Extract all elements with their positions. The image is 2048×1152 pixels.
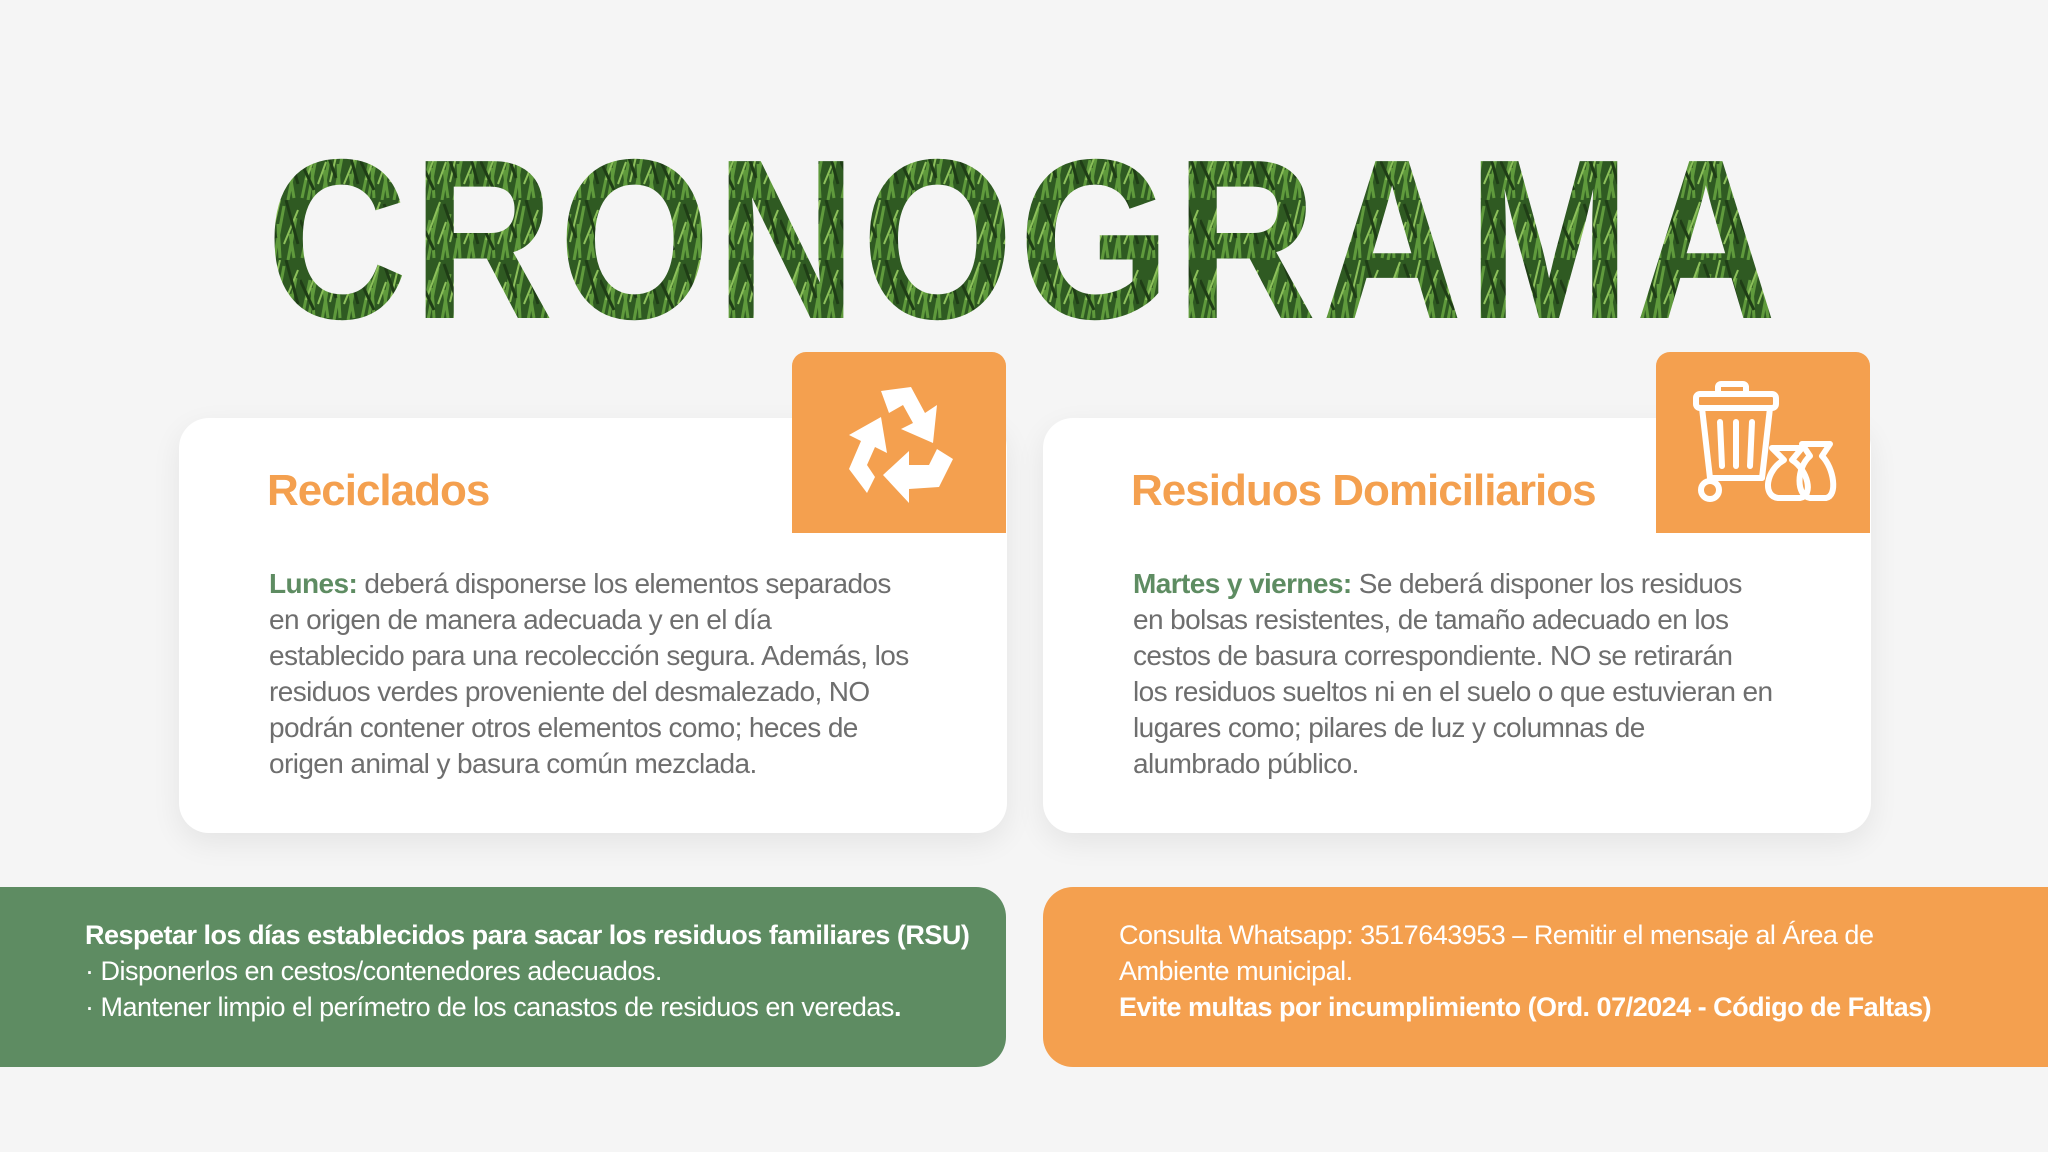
page-title-text: CRONOGRAMA	[266, 140, 1782, 340]
reciclados-text: deberá disponerse los elementos separados en origen de manera adecuada y en el día establecido para una recolección segura. Además, los residuos verdes proveniente del desmalezado, NO podrán contener otros elementos como; heces de origen animal y basura común mezclada.	[269, 568, 909, 779]
contact-banner	[1043, 887, 2048, 1067]
reciclados-title: Reciclados	[267, 466, 490, 515]
domiciliarios-text: Se deberá disponer los residuos en bolsas resistentes, de tamaño adecuado en los cestos de basura correspondiente. NO se retirarán los residuos sueltos ni en el suelo o que estuvieran en lugares como; pilares de luz y columnas de alumbrado público.	[1133, 568, 1773, 779]
recycle-icon-box	[792, 352, 1006, 533]
reciclados-day: Lunes:	[269, 568, 358, 599]
whatsapp-contact: Consulta Whatsapp: 3517643953 – Remitir el mensaje al Área de Ambiente municipal.	[1119, 920, 1874, 986]
trash-icon-box	[1656, 352, 1870, 533]
rsu-item-clean	[85, 989, 1006, 1025]
page-title	[0, 140, 2048, 340]
trash-bin-bags-icon	[1688, 378, 1838, 508]
rsu-item-clean-period: .	[893, 992, 901, 1022]
grass-title-graphic	[0, 140, 2048, 340]
recycle-icon	[829, 373, 969, 513]
fines-warning: Evite multas por incumplimiento (Ord. 07/2024 - Código de Faltas)	[1119, 992, 1932, 1022]
domiciliarios-title: Residuos Domiciliarios	[1131, 466, 1596, 515]
domiciliarios-description	[1133, 566, 1773, 782]
rsu-item-containers: · Disponerlos en cestos/contenedores adecuados.	[85, 956, 662, 986]
rsu-heading: Respetar los días establecidos para sacar los residuos familiares (RSU)	[85, 920, 970, 950]
rsu-item-clean-text: · Mantener limpio el perímetro de los canastos de residuos en veredas	[85, 992, 894, 1022]
reciclados-description	[269, 566, 909, 782]
domiciliarios-days: Martes y viernes:	[1133, 568, 1352, 599]
rsu-guidelines-banner	[0, 887, 1006, 1067]
